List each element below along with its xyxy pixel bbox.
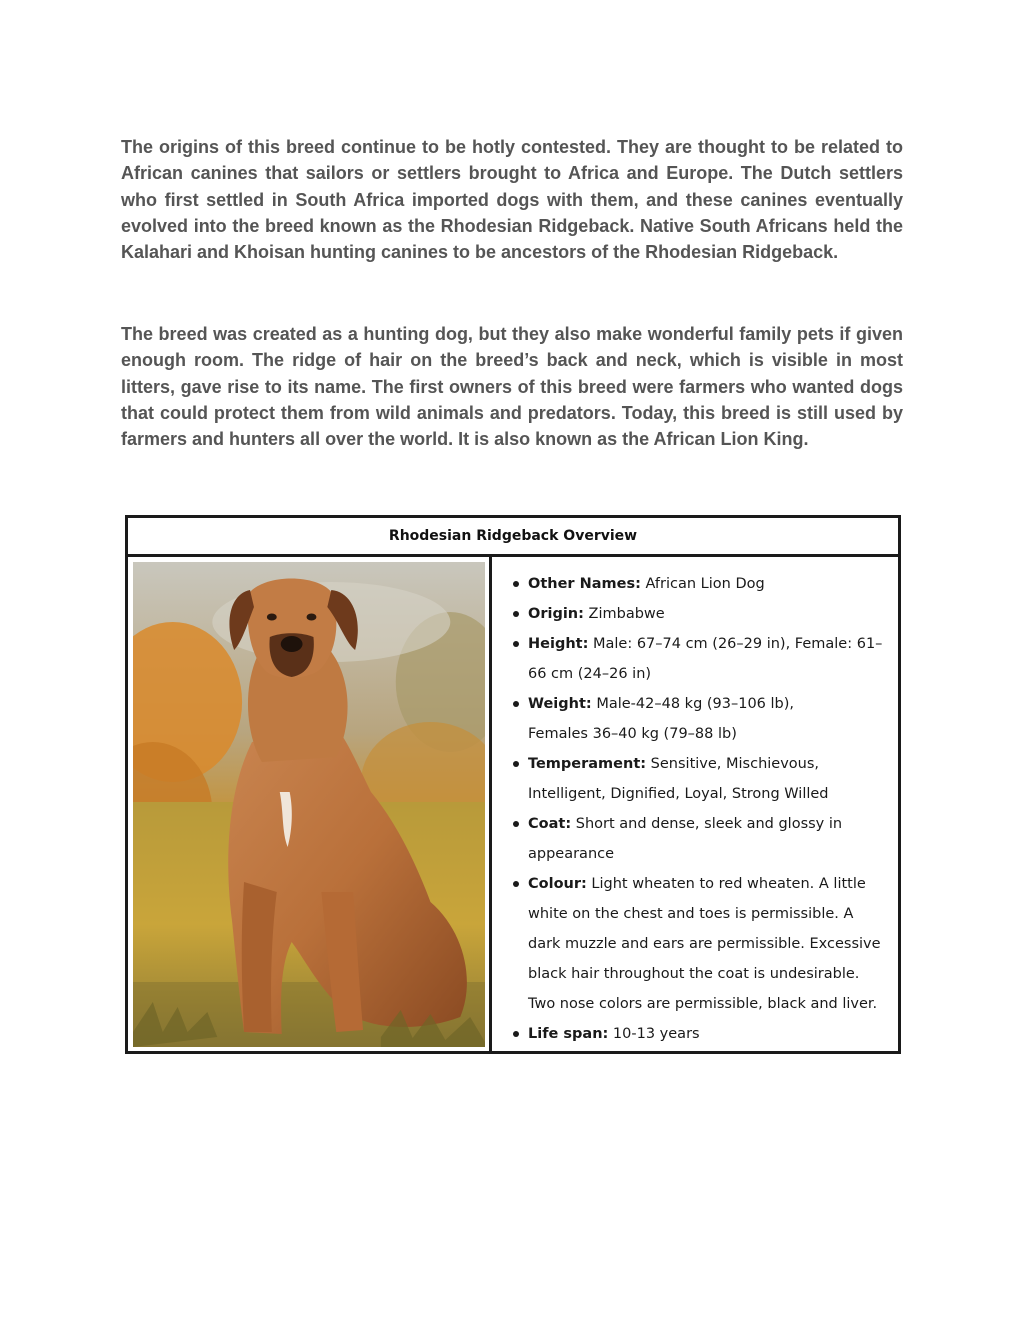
intro-paragraph-purpose: The breed was created as a hunting dog, but they also make wonderful family pets if given enough room. The ridge of hair on the breed’s back and neck, which is visible in most litters, gave rise to its name. The first owners of this breed were farmers who wanted dogs that could protect them from wild animals and predators. Today, this breed is still used by farmers and hunters all over the world. It is also known as the African Lion King. bbox=[121, 324, 903, 450]
fact-value: Sensitive, Mischievous, Intelligent, Dignified, Loyal, Strong Willed bbox=[528, 756, 829, 802]
fact-value: Light wheaten to red wheaten. A little white on the chest and toes is permissible. A dark muzzle and ears are permissible. Excessive black hair throughout the coat is undesirable. Two nose colors are permissible, black and liver. bbox=[528, 876, 881, 1012]
fact-colour bbox=[510, 869, 888, 1019]
fact-label: Temperament: bbox=[528, 756, 647, 772]
fact-value: Short and dense, sleek and glossy in appearance bbox=[528, 816, 843, 862]
fact-value: Zimbabwe bbox=[583, 606, 665, 622]
fact-value: 10-13 years bbox=[608, 1026, 700, 1042]
overview-body bbox=[128, 557, 898, 1051]
breed-overview-table bbox=[125, 515, 901, 1054]
fact-label: Colour: bbox=[528, 876, 587, 892]
fact-height bbox=[510, 629, 888, 689]
fact-label: Weight: bbox=[528, 696, 592, 712]
fact-label: Origin: bbox=[528, 606, 584, 622]
fact-other-names bbox=[510, 569, 888, 599]
fact-value: African Lion Dog bbox=[640, 576, 765, 592]
fact-value: Male-42–48 kg (93–106 lb), Females 36–40 kg (79–88 lb) bbox=[528, 696, 827, 742]
fact-label: Other Names: bbox=[528, 576, 641, 592]
facts-cell bbox=[492, 557, 898, 1051]
fact-label: Height: bbox=[528, 636, 589, 652]
fact-value: Male: 67–74 cm (26–29 in), Female: 61–66 cm (24–26 in) bbox=[528, 636, 883, 682]
fact-coat bbox=[510, 809, 888, 869]
overview-title: Rhodesian Ridgeback Overview bbox=[128, 518, 898, 557]
fact-life-span bbox=[510, 1019, 888, 1049]
intro-paragraph-origins: The origins of this breed continue to be hotly contested. They are thought to be related to African canines that sailors or settlers brought to Africa and Europe. The Dutch settlers who first settled in South Africa imported dogs with them, and these canines eventually evolved into the breed known as the Rhodesian Ridgeback. Native South Africans held the Kalahari and Khoisan hunting canines to be ancestors of the Rhodesian Ridgeback. bbox=[121, 137, 903, 263]
facts-list bbox=[510, 569, 888, 1049]
fact-label: Life span: bbox=[528, 1026, 609, 1042]
fact-origin bbox=[510, 599, 888, 629]
fact-weight bbox=[510, 689, 888, 749]
dog-photo bbox=[133, 562, 485, 1047]
fact-label: Coat: bbox=[528, 816, 572, 832]
photo-cell bbox=[128, 557, 492, 1051]
fact-temperament bbox=[510, 749, 888, 809]
